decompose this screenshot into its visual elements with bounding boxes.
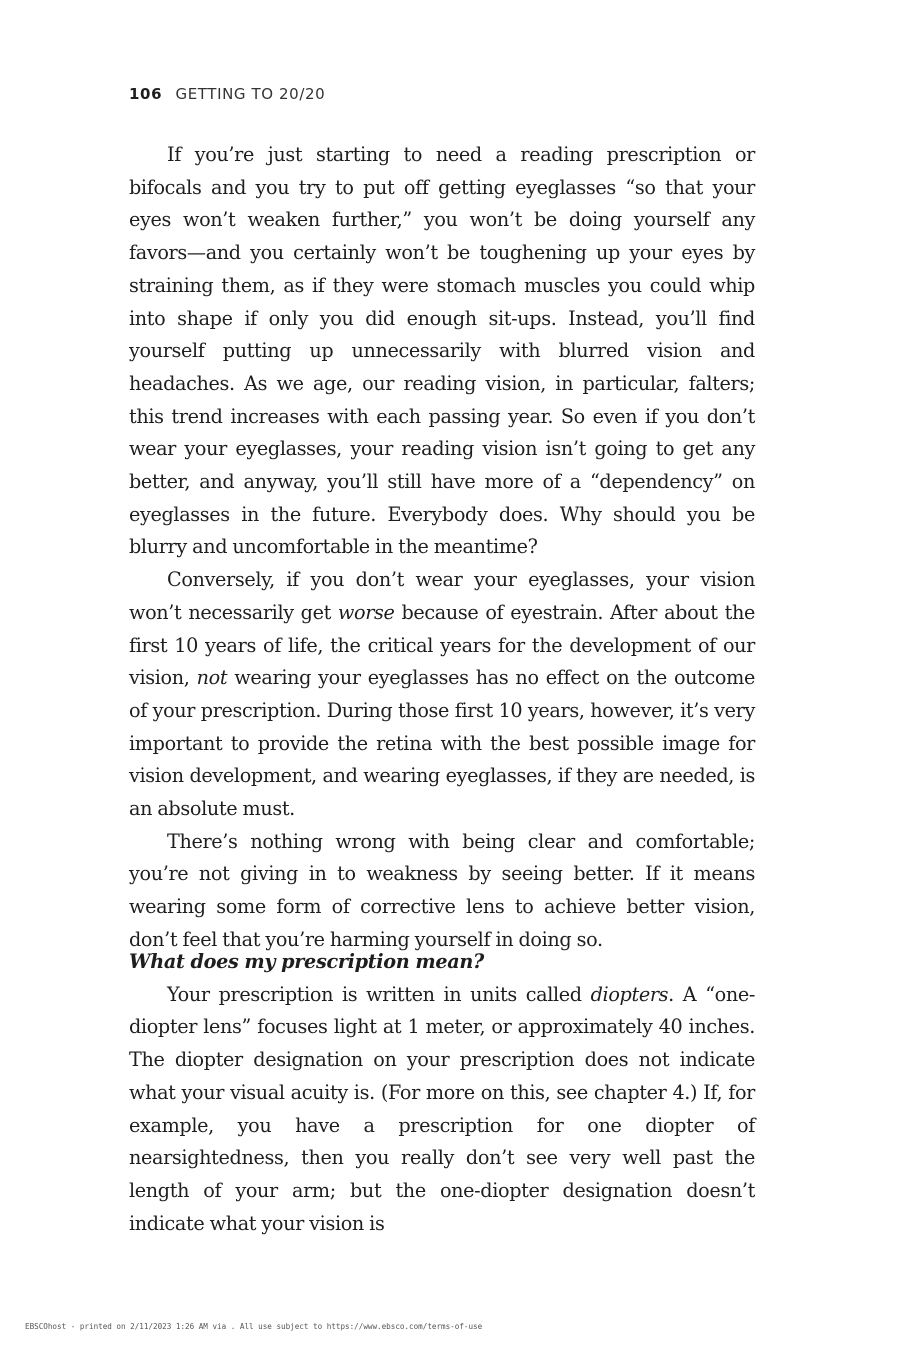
emphasis-not: not bbox=[196, 666, 228, 690]
body-text-top bbox=[129, 139, 755, 957]
running-head bbox=[129, 84, 325, 104]
paragraph-text: . A “one-diopter lens” focuses light at 1 meter, or approximately 40 inches. The diopter designation on your prescription does not indicate what your visual acuity is. (For more on this, see chapter 4.) If, for example, you have a prescription for one diopter of nearsightedness, then you really don’t see very well past the length of your arm; but the one-diopter designation doesn’t indicate what your vision is bbox=[129, 982, 755, 1235]
paragraph-diopters bbox=[129, 979, 755, 1241]
body-text-bottom bbox=[129, 946, 755, 1240]
paragraph-clear-and-comfortable: There’s nothing wrong with being clear and comfortable; you’re not giving in to weakness by seeing better. If it means wearing some form of corrective lens to achieve better vision, don’t feel that you’re harming yourself in doing so. bbox=[129, 829, 755, 951]
paragraph-text: because of eyestrain. After about the first 10 years of life, the critical years for the development of our vision, bbox=[129, 600, 755, 690]
paragraph-text: Your prescription is written in units called bbox=[167, 982, 591, 1006]
running-title: GETTING TO 20/20 bbox=[175, 85, 326, 103]
emphasis-worse: worse bbox=[337, 600, 395, 624]
paragraph-text: Conversely, if you don’t wear your eyeglasses, your vision won’t necessarily get bbox=[129, 568, 755, 624]
print-footer: EBSCOhost - printed on 2/11/2023 1:26 AM via . All use subject to https://www.ebsco.com/terms-of-use bbox=[25, 1322, 483, 1331]
paragraph-text: wearing your eyeglasses has no effect on the outcome of your prescription. During those first 10 years, however, it’s very important to provide the retina with the best possible image for vision development, and wearing eyeglasses, if they are needed, is an absolute must. bbox=[129, 666, 755, 821]
paragraph-reading-prescription: If you’re just starting to need a reading prescription or bifocals and you try to put off getting eyeglasses “so that your eyes won’t weaken further,” you won’t be doing yourself any favors—and you certainly won’t be toughening up your eyes by straining them, as if they were stomach muscles you could whip into shape if only you did enough sit-ups. Instead, you’ll find yourself putting up unnecessarily with blurred vision and headaches. As we age, our reading vision, in particular, falters; this trend increases with each passing year. So even if you don’t wear your eyeglasses, your reading vision isn’t going to get any better, and anyway, you’ll still have more of a “dependency” on eyeglasses in the future. Everybody does. Why should you be blurry and uncomfortable in the meantime? bbox=[129, 143, 755, 559]
section-heading: What does my prescription mean? bbox=[129, 950, 484, 973]
page-number: 106 bbox=[129, 85, 163, 103]
emphasis-diopters: diopters bbox=[590, 982, 669, 1006]
paragraph-not-wearing-eyeglasses bbox=[129, 564, 755, 826]
